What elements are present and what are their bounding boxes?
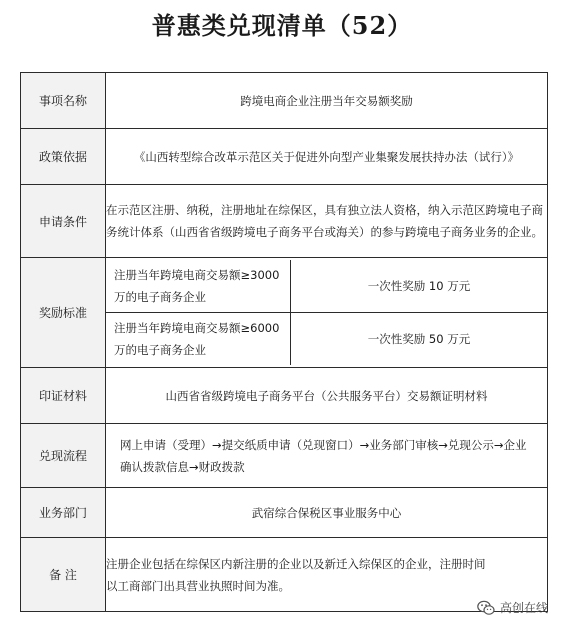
reward-tier-criterion: 注册当年跨境电商交易额≥3000万的电子商务企业	[106, 260, 291, 313]
table-row	[21, 129, 548, 185]
wechat-icon	[477, 600, 495, 616]
table-row	[21, 73, 548, 129]
page-title: 普惠类兑现清单（52）	[151, 11, 413, 40]
reward-tier-criterion: 注册当年跨境电商交易额≥6000万的电子商务企业	[106, 313, 291, 366]
department-value: 武宿综合保税区事业服务中心	[106, 488, 548, 538]
policy-basis-value: 《山西转型综合改革示范区关于促进外向型产业集聚发展扶持办法（试行）》	[106, 129, 548, 185]
watermark-text: 高创在线	[499, 601, 548, 615]
item-name-label: 事项名称	[21, 73, 106, 129]
table-row	[21, 368, 548, 424]
process-label: 兑现流程	[21, 424, 106, 488]
reward-label: 奖励标准	[21, 258, 106, 368]
materials-label: 印证材料	[21, 368, 106, 424]
process-value: 网上申请（受理）→提交纸质申请（兑现窗口）→业务部门审核→兑现公示→企业确认拨款信息→财政拨款	[106, 424, 548, 488]
item-name-value: 跨境电商企业注册当年交易额奖励	[106, 73, 548, 129]
policy-table	[20, 72, 548, 612]
reward-tier-amount: 一次性奖励 10 万元	[291, 260, 548, 313]
table-row	[21, 488, 548, 538]
conditions-label: 申请条件	[21, 185, 106, 258]
table-row	[21, 185, 548, 258]
watermark	[477, 599, 548, 616]
reward-tier-row	[106, 260, 547, 313]
reward-tiers-table	[106, 260, 547, 365]
notes-value: 注册企业包括在综保区内新注册的企业以及新迁入综保区的企业，注册时间以工商部门出具营业执照时间为准。	[106, 538, 548, 612]
materials-value: 山西省省级跨境电子商务平台（公共服务平台）交易额证明材料	[106, 368, 548, 424]
table-row	[21, 538, 548, 612]
table-row	[21, 424, 548, 488]
policy-basis-label: 政策依据	[21, 129, 106, 185]
notes-label: 备 注	[21, 538, 106, 612]
table-row	[21, 258, 548, 368]
reward-tier-row	[106, 313, 547, 366]
reward-cell	[106, 258, 548, 368]
department-label: 业务部门	[21, 488, 106, 538]
conditions-value: 在示范区注册、纳税，注册地址在综保区，具有独立法人资格，纳入示范区跨境电子商务统计体系（山西省省级跨境电子商务平台或海关）的参与跨境电子商务业务的企业。	[106, 185, 548, 258]
reward-tier-amount: 一次性奖励 50 万元	[291, 313, 548, 366]
